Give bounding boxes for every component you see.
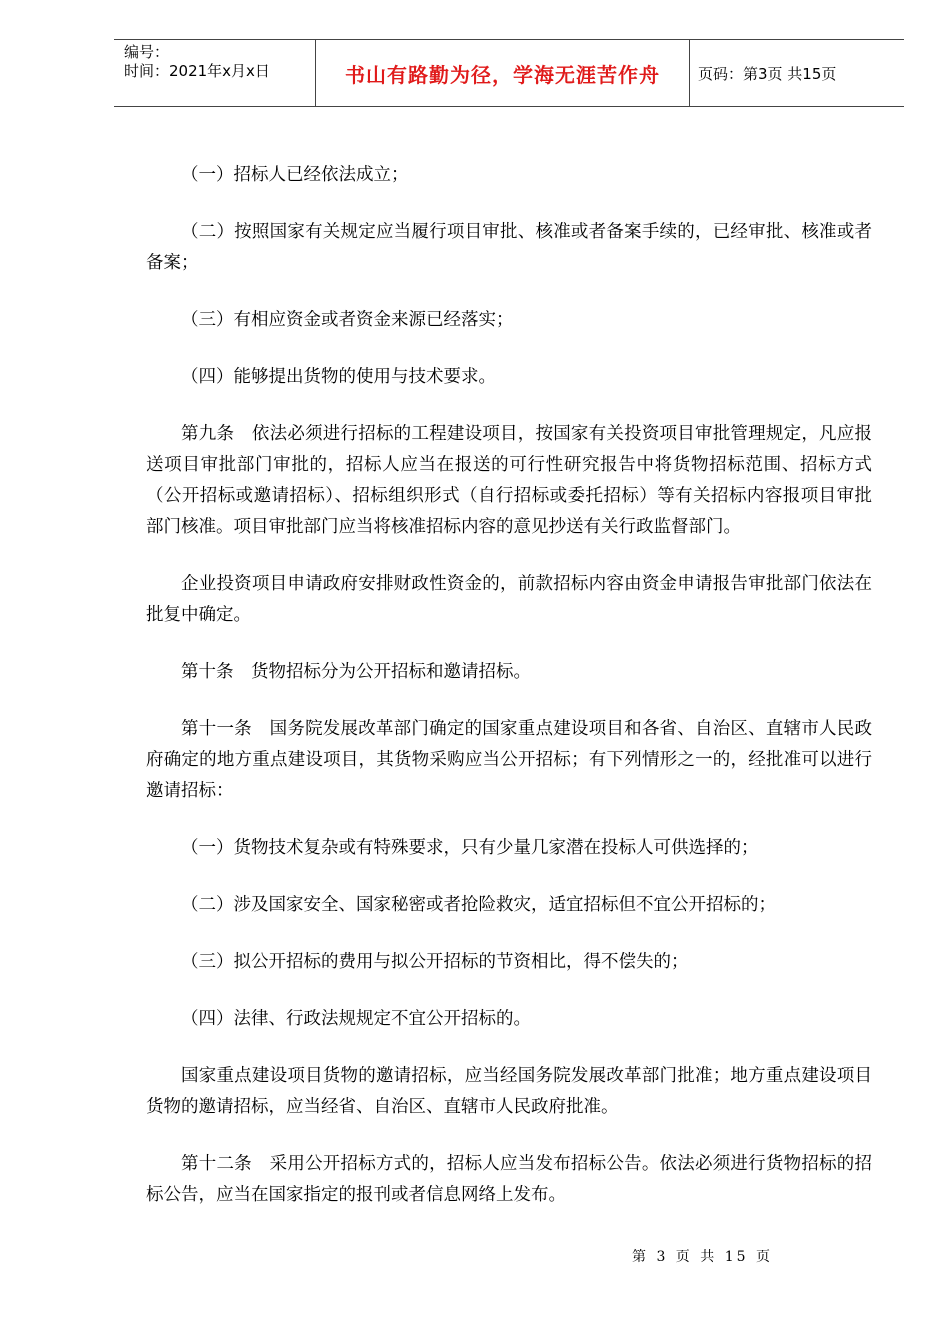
header-page-label: 页码：第3页 共15页 [698, 64, 837, 83]
time-label: 时间：2021年x月x日 [124, 62, 270, 80]
paragraph: （四）法律、行政法规规定不宜公开招标的。 [181, 1009, 531, 1029]
paragraph: （四）能够提出货物的使用与技术要求。 [181, 367, 496, 387]
paragraph: 第九条 依法必须进行招标的工程建设项目，按国家有关投资项目审批管理规定，凡应报送项目审批部门审批的，招标人应当在报送的可行性研究报告中将货物招标范围、招标方式（公开招标或邀请招标）、招标组织形式（自行招标或委托招标）等有关招标内容报项目审批部门核准。项目审批部门应当将核准招标内容的意见抄送有关行政监督部门。 [146, 424, 872, 537]
paragraph: 第十二条 采用公开招标方式的，招标人应当发布招标公告。依法必须进行货物招标的招标公告，应当在国家指定的报刊或者信息网络上发布。 [146, 1154, 872, 1205]
paragraph: （二）按照国家有关规定应当履行项目审批、核准或者备案手续的，已经审批、核准或者备案； [146, 222, 872, 273]
paragraph: （一）货物技术复杂或有特殊要求，只有少量几家潜在投标人可供选择的； [181, 838, 759, 858]
paragraph: （一）招标人已经依法成立； [181, 165, 409, 185]
paragraph: （三）拟公开招标的费用与拟公开招标的节资相比，得不偿失的； [181, 952, 689, 972]
header-motto: 书山有路勤为径，学海无涯苦作舟 [316, 40, 690, 106]
paragraph: 国家重点建设项目货物的邀请招标，应当经国务院发展改革部门批准；地方重点建设项目货物的邀请招标，应当经省、自治区、直辖市人民政府批准。 [146, 1066, 872, 1117]
header-meta [114, 40, 316, 106]
paragraph: 企业投资项目申请政府安排财政性资金的，前款招标内容由资金申请报告审批部门依法在批复中确定。 [146, 574, 872, 625]
page-header [114, 39, 904, 107]
paragraph: （三）有相应资金或者资金来源已经落实； [181, 310, 514, 330]
page-footer: 第 3 页 共 15 页 [632, 1249, 773, 1265]
paragraph: 第十条 货物招标分为公开招标和邀请招标。 [181, 662, 531, 682]
number-label: 编号： [124, 43, 170, 61]
paragraph: （二）涉及国家安全、国家秘密或者抢险救灾，适宜招标但不宜公开招标的； [181, 895, 776, 915]
document-body [146, 160, 872, 1237]
paragraph: 第十一条 国务院发展改革部门确定的国家重点建设项目和各省、自治区、直辖市人民政府确定的地方重点建设项目，其货物采购应当公开招标；有下列情形之一的，经批准可以进行邀请招标： [146, 719, 872, 801]
